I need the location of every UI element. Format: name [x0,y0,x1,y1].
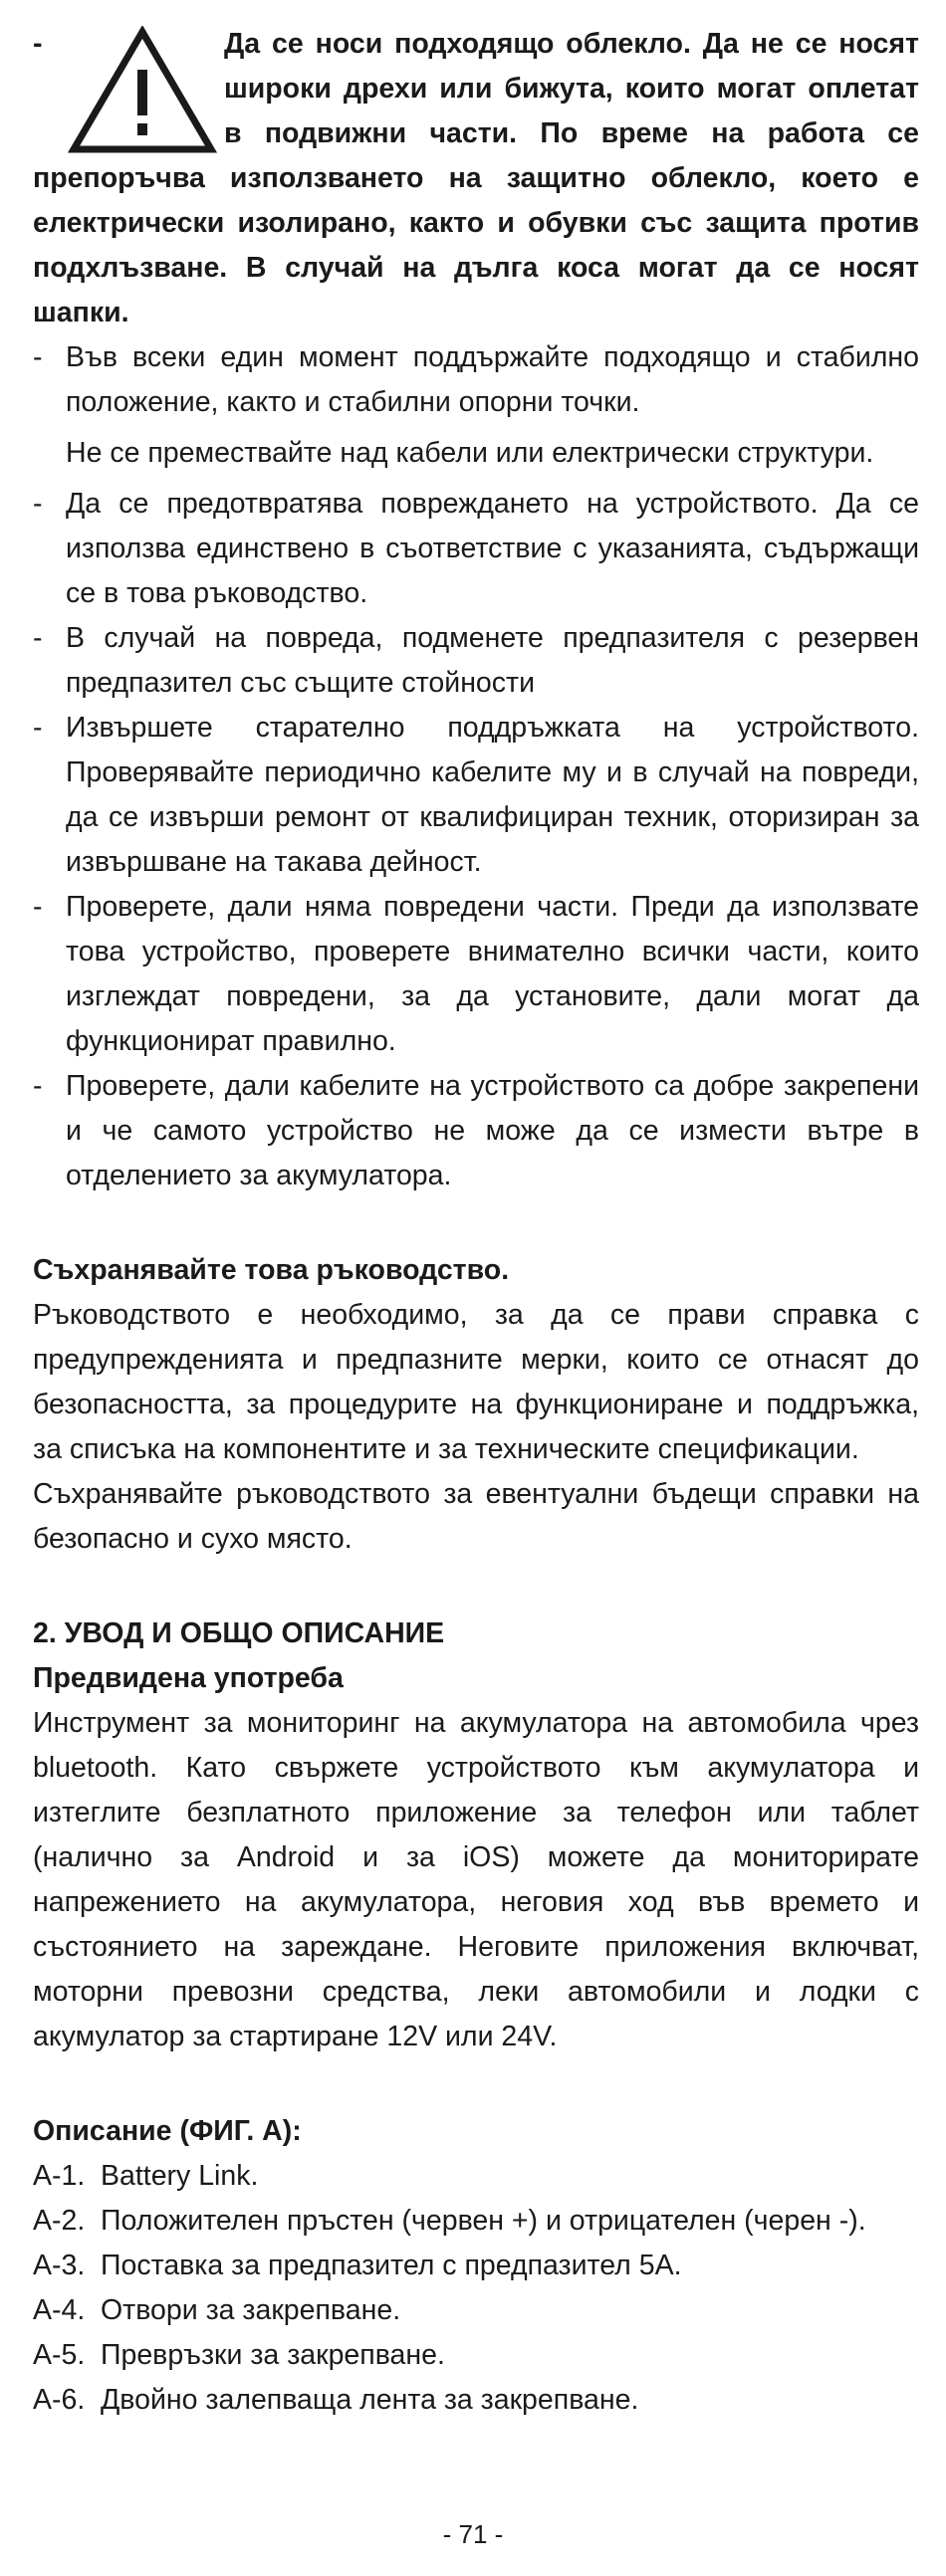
list-item: - Във всеки един момент поддържайте подходящо и стабилно положение, както и стабилни опорни точки. [33,335,919,425]
item-code: A-3. [33,2250,86,2281]
intended-use-paragraph: Инструмент за мониторинг на акумулатора на автомобила чрез bluetooth. Като свържете устройството към акумулатора и изтеглите безплатното приложение за телефон или таблет (налично за Android и за iOS) можете да мониторирате напрежението на акумулатора, неговия ход във времето и състоянието на зареждане. Неговите приложения включват, моторни превозни средства, леки автомобили и лодки с акумулатор за стартиране 12V или 24V. [33,1707,919,2052]
section-subheading: Предвидена употреба [33,1662,344,1694]
list-dash: - [33,712,43,744]
description-item [33,2244,919,2288]
description-heading: Описание (ФИГ. А): [33,2115,302,2147]
item-text: Двойно залепваща лента за закрепване. [101,2384,639,2416]
list-item: - Извършете старателно поддръжката на устройството. Проверявайте периодично кабелите му и в случай на повреди, да се извърши ремонт от квалифициран техник, оторизиран за извършване на такава дейност. [33,706,919,885]
warning-text: Да се носи подходящо облекло. Да не се носят широки дрехи или бижута, които могат оплетат в подвижни части. По време на работа се препоръчва използването на защитно облекло, което е електрически изолирано, както и обувки със защита против подхлъзване. В случай на дълга коса могат да се носят шапки. [33,28,919,328]
page-number: - 71 - [442,2519,504,2549]
warning-block [33,22,919,335]
item-text: Положителен пръстен (червен +) и отрицателен (черен -). [101,2205,866,2237]
list-item: - Да се предотвратява повреждането на устройството. Да се използва единствено в съответствие с указанията, съдържащи се в това ръководство. [33,482,919,616]
item-code: A-1. [33,2160,86,2192]
list-dash: - [33,891,43,923]
item-text: Отвори за закрепване. [101,2294,401,2326]
keep-manual-paragraph: Съхранявайте ръководството за евентуални бъдещи справки на безопасно и сухо място. [33,1478,919,1555]
description-item [33,2378,919,2423]
safety-list [33,335,919,1198]
keep-manual-heading: Съхранявайте това ръководство. [33,1254,510,1286]
list-item: - Проверете, дали кабелите на устройството са добре закрепени и че самото устройство не може да се измести вътре в отделението за акумулатора. [33,1064,919,1198]
keep-manual-paragraph: Ръководството е необходимо, за да се прави справка с предупрежденията и предпазните мерки, които се отнасят до безопасността, за процедурите на функциониране и поддръжка, за списъка на компонентите и за техническите спецификации. [33,1299,919,1465]
list-item-continuation: Не се премествайте над кабели или електрически структури. [66,437,874,469]
item-code: A-6. [33,2384,86,2416]
list-dash: - [33,488,43,520]
item-text: Поставка за предпазител с предпазител 5А. [101,2250,682,2281]
item-code: A-2. [33,2205,86,2237]
warning-dash: - [33,28,43,60]
list-dash: - [33,1070,43,1102]
description-item [33,2199,919,2244]
item-text: Battery Link. [101,2160,259,2192]
list-item: - Проверете, дали няма повредени части. Преди да използвате това устройство, проверете внимателно всички части, които изглеждат повредени, за да установите, дали могат да функционират правилно. [33,885,919,1064]
description-item [33,2154,919,2199]
item-code: A-4. [33,2294,86,2326]
section-heading: 2. УВОД И ОБЩО ОПИСАНИЕ [33,1617,445,1649]
description-list [33,2154,919,2423]
description-item [33,2333,919,2378]
description-item [33,2288,919,2333]
item-text: Превръзки за закрепване. [101,2339,445,2371]
warning-triangle-icon [68,26,217,155]
list-dash: - [33,622,43,654]
list-item: - В случай на повреда, подменете предпазителя с резервен предпазител със същите стойности [33,616,919,706]
item-code: A-5. [33,2339,86,2371]
list-dash: - [33,341,43,373]
manual-page [33,22,919,2423]
